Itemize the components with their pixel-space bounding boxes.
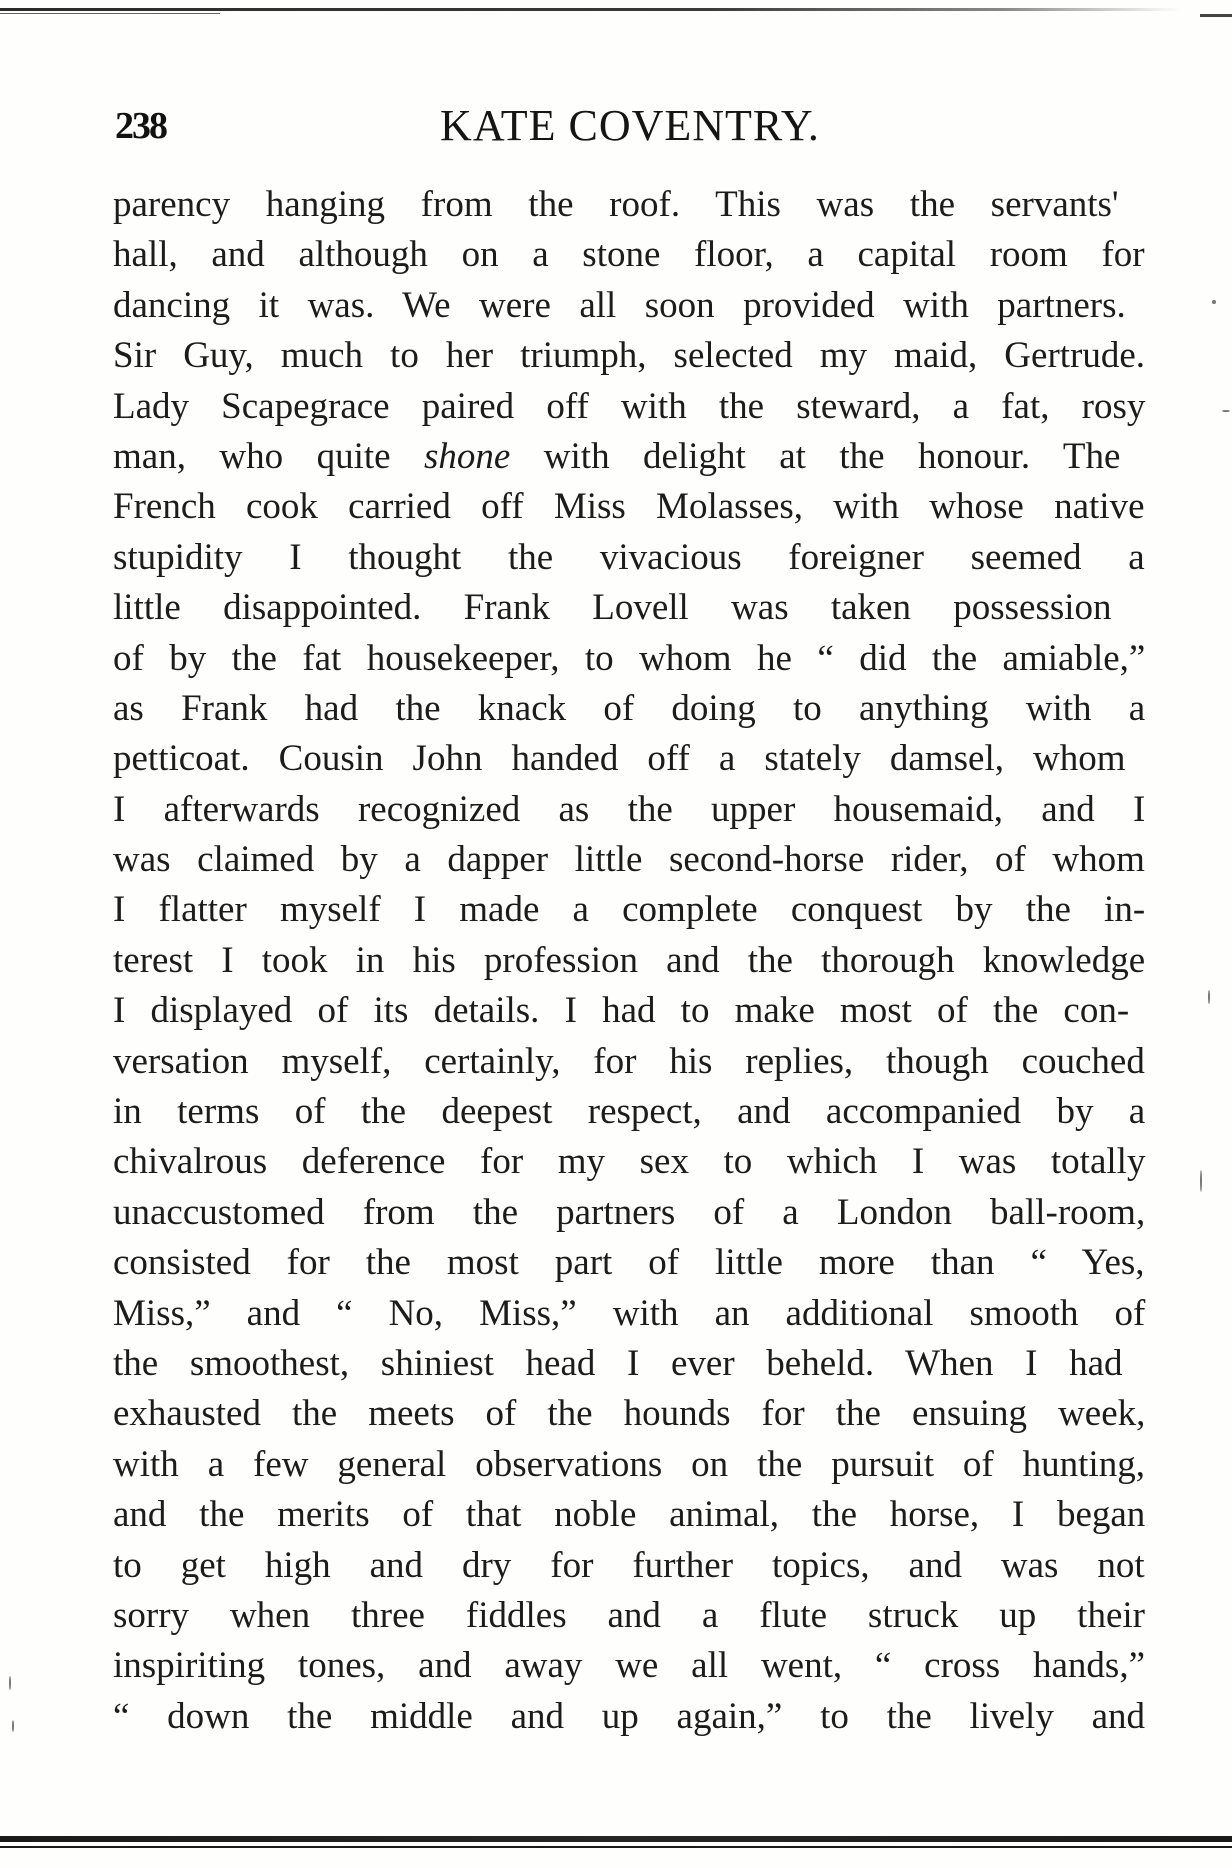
scan-speck (1222, 410, 1230, 412)
text-line-11: as Frank had the knack of doing to anything with a (113, 687, 1146, 729)
scan-speck (12, 1720, 14, 1732)
page-header (115, 100, 1145, 160)
text-line-23: Miss,” and “ No, Miss,” with an additional smooth of (113, 1292, 1146, 1334)
text-line-20: chivalrous deference for my sex to which I was totally (113, 1141, 1146, 1183)
bottom-scan-rule (0, 1836, 1232, 1842)
text-line-6-end: with delight at the honour. The (510, 435, 1121, 477)
text-line-24: the smoothest, shiniest head I ever beheld. When I had (113, 1342, 1123, 1384)
text-line-30: inspiriting tones, and away we all went, “ cross hands,” (113, 1645, 1146, 1687)
text-line-29: sorry when three fiddles and a flute struck up their (113, 1594, 1145, 1636)
text-line-15: I flatter myself I made a complete conquest by the in- (113, 889, 1146, 931)
top-scan-rule-right (1200, 14, 1232, 17)
running-head: KATE COVENTRY. (440, 101, 820, 150)
text-line-17: I displayed of its details. I had to make most of the con- (113, 990, 1130, 1032)
text-line-7: French cook carried off Miss Molasses, with whose native (113, 486, 1145, 528)
body-text (113, 180, 1145, 1742)
text-line-14: was claimed by a dapper little second-horse rider, of whom (113, 839, 1145, 881)
text-line-6 (113, 432, 1145, 482)
text-line-16: terest I took in his profession and the thorough knowledge (113, 939, 1146, 981)
page-number: 238 (115, 105, 166, 147)
text-line-21: unaccustomed from the partners of a London ball-room, (113, 1191, 1146, 1233)
scan-speck (1208, 990, 1210, 1004)
text-line-28: to get high and dry for further topics, and was not (113, 1544, 1145, 1586)
text-line-22: consisted for the most part of little more than “ Yes, (113, 1242, 1145, 1284)
text-line-10: of by the fat housekeeper, to whom he “ did the amiable,” (113, 637, 1146, 679)
top-scan-rule (0, 8, 1180, 11)
text-line-12: petticoat. Cousin John handed off a stately damsel, whom (113, 738, 1126, 780)
top-scan-rule-thin (0, 13, 220, 14)
text-line-4: Sir Guy, much to her triumph, selected my maid, Gertrude. (113, 335, 1146, 377)
text-line-6-start: man, who quite (113, 435, 425, 477)
text-line-26: with a few general observations on the pursuit of hunting, (113, 1443, 1145, 1485)
text-line-13: I afterwards recognized as the upper housemaid, and I (113, 788, 1146, 830)
text-line-1: parency hanging from the roof. This was the servants' (113, 184, 1119, 225)
text-line-19: in terms of the deepest respect, and accompanied by a (113, 1091, 1146, 1133)
text-line-27: and the merits of that noble animal, the horse, I began (113, 1494, 1146, 1536)
text-line-31: “ down the middle and up again,” to the lively and (113, 1695, 1145, 1737)
text-line-25: exhausted the meets of the hounds for the ensuing week, (113, 1393, 1146, 1435)
text-line-9: little disappointed. Frank Lovell was taken possession (113, 587, 1112, 629)
text-line-18: versation myself, certainly, for his replies, though couched (113, 1040, 1145, 1082)
scan-speck (1200, 1170, 1202, 1192)
scan-speck (1212, 300, 1216, 304)
text-line-8: stupidity I thought the vivacious foreigner seemed a (113, 536, 1145, 578)
bottom-scan-rule-thin (0, 1846, 1232, 1848)
scan-speck (9, 1676, 11, 1690)
text-line-3: dancing it was. We were all soon provided with partners. (113, 284, 1126, 326)
text-line-2: hall, and although on a stone floor, a capital room for (113, 234, 1145, 276)
text-line-5: Lady Scapegrace paired off with the steward, a fat, rosy (113, 385, 1146, 427)
italic-word-shone: shone (424, 435, 511, 477)
